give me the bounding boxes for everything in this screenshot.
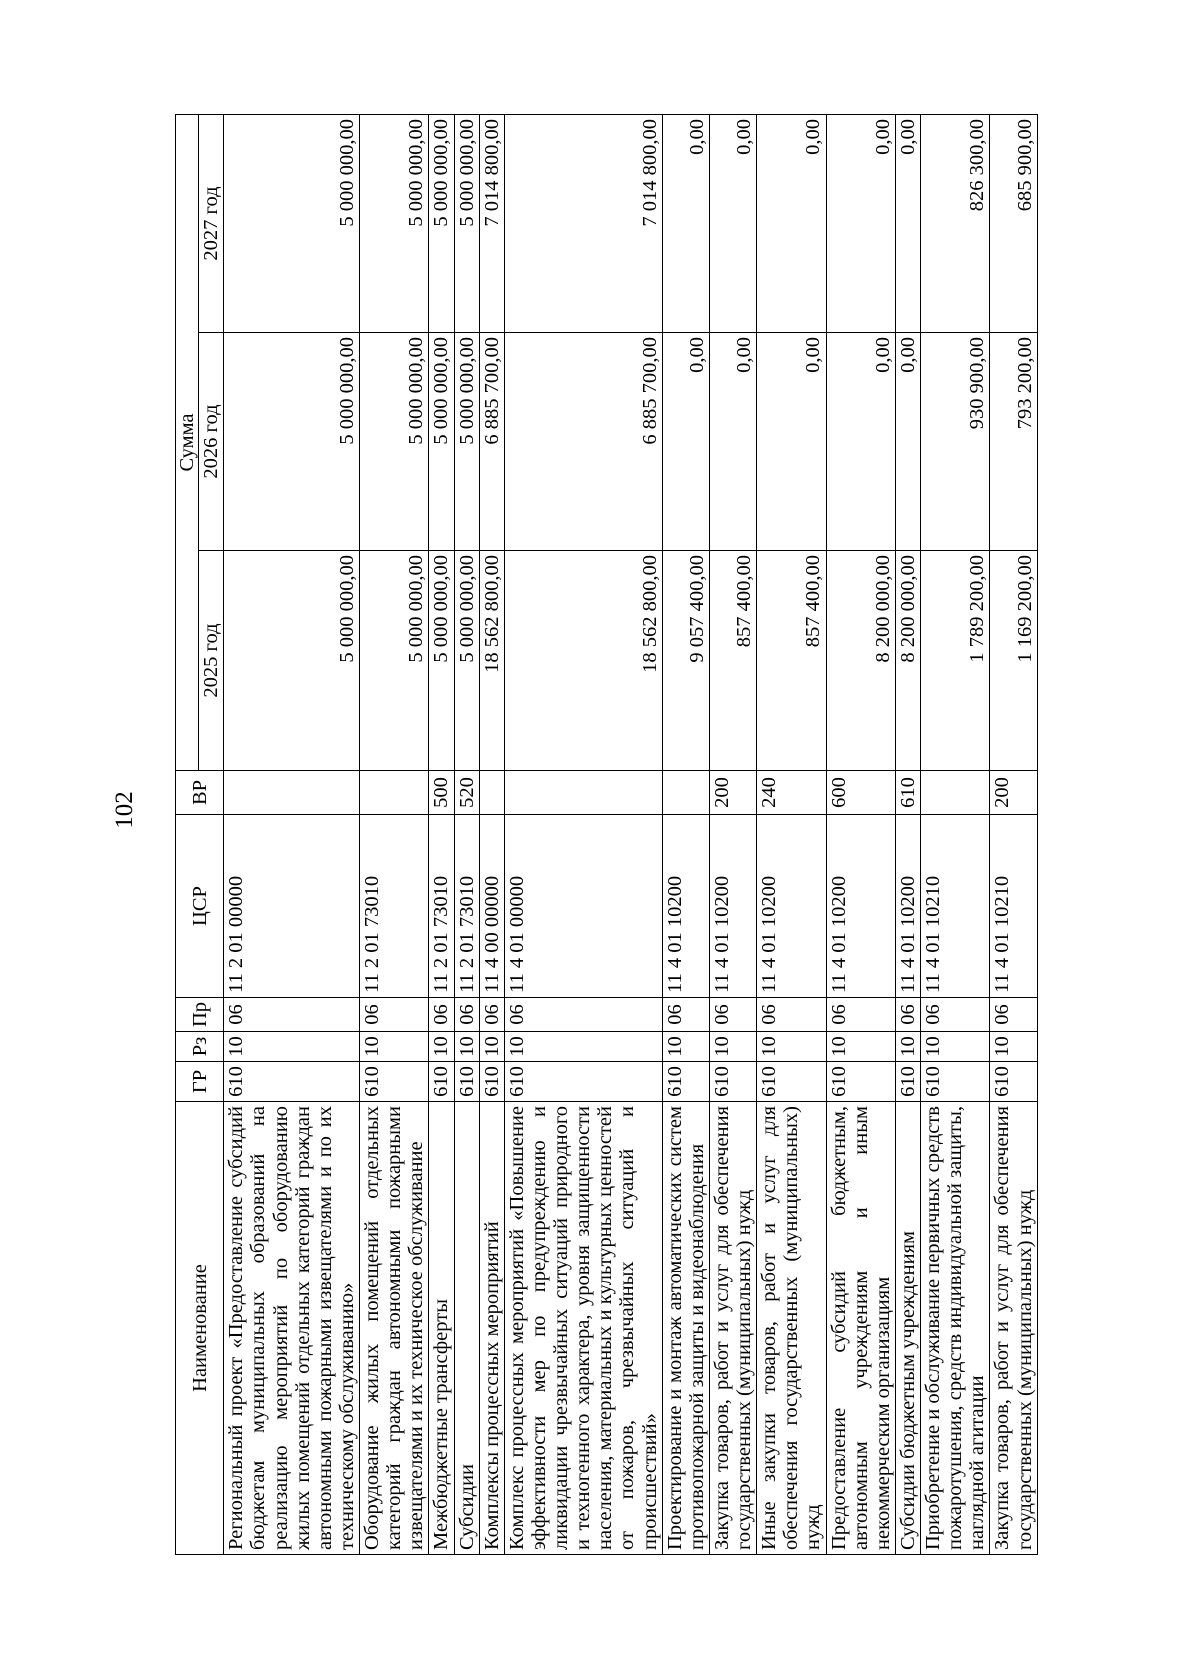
row-2026: 0,00 — [826, 333, 895, 551]
row-2025: 5 000 000,00 — [454, 551, 479, 771]
row-csr: 11 2 01 00000 — [224, 815, 360, 998]
row-2026: 0,00 — [895, 333, 920, 551]
row-gr: 610 — [895, 1062, 920, 1102]
table-row — [757, 114, 826, 1554]
row-pr: 06 — [826, 998, 895, 1032]
row-pr: 06 — [429, 998, 454, 1032]
row-2027: 7 014 800,00 — [504, 114, 662, 332]
row-2025: 9 057 400,00 — [662, 551, 709, 771]
header-2027: 2027 год — [199, 114, 224, 332]
row-vr: 500 — [429, 771, 454, 815]
row-pr: 06 — [990, 998, 1037, 1032]
row-name: Закупка товаров, работ и услуг для обеспечения государственных (муниципальных) нужд — [990, 1102, 1037, 1555]
header-2025: 2025 год — [199, 551, 224, 771]
row-2025: 8 200 000,00 — [826, 551, 895, 771]
row-gr: 610 — [429, 1062, 454, 1102]
row-2026: 5 000 000,00 — [429, 333, 454, 551]
table-row — [224, 114, 360, 1554]
row-csr: 11 4 01 10200 — [709, 815, 756, 998]
row-2027: 826 300,00 — [921, 114, 990, 332]
header-rz: Рз — [176, 1032, 224, 1062]
row-pr: 06 — [479, 998, 504, 1032]
row-vr: 240 — [757, 771, 826, 815]
row-name: Комплексы процессных мероприятий — [479, 1102, 504, 1555]
row-csr: 11 4 01 10200 — [662, 815, 709, 998]
row-name: Проектирование и монтаж автоматических систем противопожарной защиты и видеонаблюдения — [662, 1102, 709, 1555]
row-pr: 06 — [224, 998, 360, 1032]
row-2027: 5 000 000,00 — [360, 114, 429, 332]
row-rz: 10 — [360, 1032, 429, 1062]
row-rz: 10 — [224, 1032, 360, 1062]
row-2027: 685 900,00 — [990, 114, 1037, 332]
row-csr: 11 4 01 10210 — [921, 815, 990, 998]
row-pr: 06 — [757, 998, 826, 1032]
row-name: Предоставление субсидий бюджетным, автономным учреждениям и иным некоммерческим организациям — [826, 1102, 895, 1555]
row-vr — [921, 771, 990, 815]
row-2027: 5 000 000,00 — [224, 114, 360, 332]
row-gr: 610 — [757, 1062, 826, 1102]
row-vr: 520 — [454, 771, 479, 815]
header-row — [176, 114, 199, 1554]
row-pr: 06 — [921, 998, 990, 1032]
row-rz: 10 — [429, 1032, 454, 1062]
row-name: Закупка товаров, работ и услуг для обеспечения государственных (муниципальных) нужд — [709, 1102, 756, 1555]
header-name: Наименование — [176, 1102, 224, 1555]
row-2026: 6 885 700,00 — [479, 333, 504, 551]
row-2026: 5 000 000,00 — [360, 333, 429, 551]
row-pr: 06 — [709, 998, 756, 1032]
row-vr — [504, 771, 662, 815]
header-gr: ГР — [176, 1062, 224, 1102]
row-name: Иные закупки товаров, работ и услуг для обеспечения государственных (муниципальных) нужд — [757, 1102, 826, 1555]
row-rz: 10 — [757, 1032, 826, 1062]
table-row — [479, 114, 504, 1554]
row-2025: 857 400,00 — [709, 551, 756, 771]
row-gr: 610 — [224, 1062, 360, 1102]
row-csr: 11 2 01 73010 — [429, 815, 454, 998]
row-gr: 610 — [360, 1062, 429, 1102]
row-2027: 7 014 800,00 — [479, 114, 504, 332]
table-row — [990, 114, 1037, 1554]
row-csr: 11 4 01 10200 — [826, 815, 895, 998]
row-vr: 610 — [895, 771, 920, 815]
row-2027: 0,00 — [826, 114, 895, 332]
row-vr — [360, 771, 429, 815]
row-2026: 793 200,00 — [990, 333, 1037, 551]
row-2027: 0,00 — [895, 114, 920, 332]
table-row — [454, 114, 479, 1554]
row-pr: 06 — [360, 998, 429, 1032]
budget-table — [175, 114, 1038, 1555]
row-rz: 10 — [709, 1032, 756, 1062]
row-2025: 5 000 000,00 — [429, 551, 454, 771]
row-2025: 5 000 000,00 — [224, 551, 360, 771]
header-sum: Сумма — [176, 114, 199, 770]
row-name: Приобретение и обслуживание первичных средств пожаротушения, средств индивидуальной защиты, наглядной агитации — [921, 1102, 990, 1555]
row-vr: 600 — [826, 771, 895, 815]
row-csr: 11 4 01 10210 — [990, 815, 1037, 998]
row-2026: 5 000 000,00 — [224, 333, 360, 551]
row-rz: 10 — [921, 1032, 990, 1062]
row-pr: 06 — [662, 998, 709, 1032]
row-2027: 5 000 000,00 — [454, 114, 479, 332]
table-row — [921, 114, 990, 1554]
row-vr — [224, 771, 360, 815]
row-name: Субсидии — [454, 1102, 479, 1555]
row-csr: 11 4 01 00000 — [504, 815, 662, 998]
row-rz: 10 — [454, 1032, 479, 1062]
row-2025: 1 169 200,00 — [990, 551, 1037, 771]
row-csr: 11 4 01 10200 — [895, 815, 920, 998]
row-csr: 11 2 01 73010 — [360, 815, 429, 998]
row-2025: 857 400,00 — [757, 551, 826, 771]
row-2027: 0,00 — [709, 114, 756, 332]
row-csr: 11 4 01 10200 — [757, 815, 826, 998]
header-2026: 2026 год — [199, 333, 224, 551]
row-pr: 06 — [504, 998, 662, 1032]
table-row — [504, 114, 662, 1554]
row-gr: 610 — [990, 1062, 1037, 1102]
row-2025: 5 000 000,00 — [360, 551, 429, 771]
table-row — [826, 114, 895, 1554]
table-row — [429, 114, 454, 1554]
row-2027: 0,00 — [662, 114, 709, 332]
row-vr: 200 — [709, 771, 756, 815]
row-rz: 10 — [504, 1032, 662, 1062]
row-2026: 0,00 — [757, 333, 826, 551]
row-name: Субсидии бюджетным учреждениям — [895, 1102, 920, 1555]
row-gr: 610 — [504, 1062, 662, 1102]
row-2025: 18 562 800,00 — [504, 551, 662, 771]
row-2026: 0,00 — [662, 333, 709, 551]
row-rz: 10 — [990, 1032, 1037, 1062]
row-2025: 8 200 000,00 — [895, 551, 920, 771]
budget-table-wrapper — [175, 115, 1090, 1555]
row-rz: 10 — [895, 1032, 920, 1062]
row-rz: 10 — [479, 1032, 504, 1062]
row-2025: 1 789 200,00 — [921, 551, 990, 771]
row-vr — [662, 771, 709, 815]
row-rz: 10 — [662, 1032, 709, 1062]
row-gr: 610 — [826, 1062, 895, 1102]
row-2026: 5 000 000,00 — [454, 333, 479, 551]
table-row — [895, 114, 920, 1554]
row-name: Межбюджетные трансферты — [429, 1102, 454, 1555]
row-gr: 610 — [709, 1062, 756, 1102]
row-gr: 610 — [662, 1062, 709, 1102]
row-vr: 200 — [990, 771, 1037, 815]
table-row — [360, 114, 429, 1554]
row-pr: 06 — [454, 998, 479, 1032]
page-number: 102 — [111, 791, 138, 829]
row-name: Комплекс процессных мероприятий «Повышение эффективности мер по предупреждению и ликвидации чрезвычайных ситуаций природного и техногенного характера, уровня защищенности населения, материальных и культурных ценностей от пожаров, чрезвычайных ситуаций и происшествий» — [504, 1102, 662, 1555]
table-row — [662, 114, 709, 1554]
table-row — [709, 114, 756, 1554]
header-csr: ЦСР — [176, 815, 224, 998]
row-2026: 6 885 700,00 — [504, 333, 662, 551]
row-gr: 610 — [921, 1062, 990, 1102]
row-csr: 11 4 00 00000 — [479, 815, 504, 998]
header-vr: ВР — [176, 771, 224, 815]
row-rz: 10 — [826, 1032, 895, 1062]
row-csr: 11 2 01 73010 — [454, 815, 479, 998]
row-gr: 610 — [479, 1062, 504, 1102]
row-2027: 0,00 — [757, 114, 826, 332]
row-2027: 5 000 000,00 — [429, 114, 454, 332]
row-name: Оборудование жилых помещений отдельных категорий граждан автономными пожарными извещателями и их техническое обслуживание — [360, 1102, 429, 1555]
row-2025: 18 562 800,00 — [479, 551, 504, 771]
header-pr: Пр — [176, 998, 224, 1032]
row-vr — [479, 771, 504, 815]
row-2026: 0,00 — [709, 333, 756, 551]
row-gr: 610 — [454, 1062, 479, 1102]
row-name: Региональный проект «Предоставление субсидий бюджетам муниципальных образований на реализацию мероприятий по оборудованию жилых помещений отдельных категорий граждан автономными пожарными извещателями и по их техническому обслуживанию» — [224, 1102, 360, 1555]
row-2026: 930 900,00 — [921, 333, 990, 551]
row-pr: 06 — [895, 998, 920, 1032]
